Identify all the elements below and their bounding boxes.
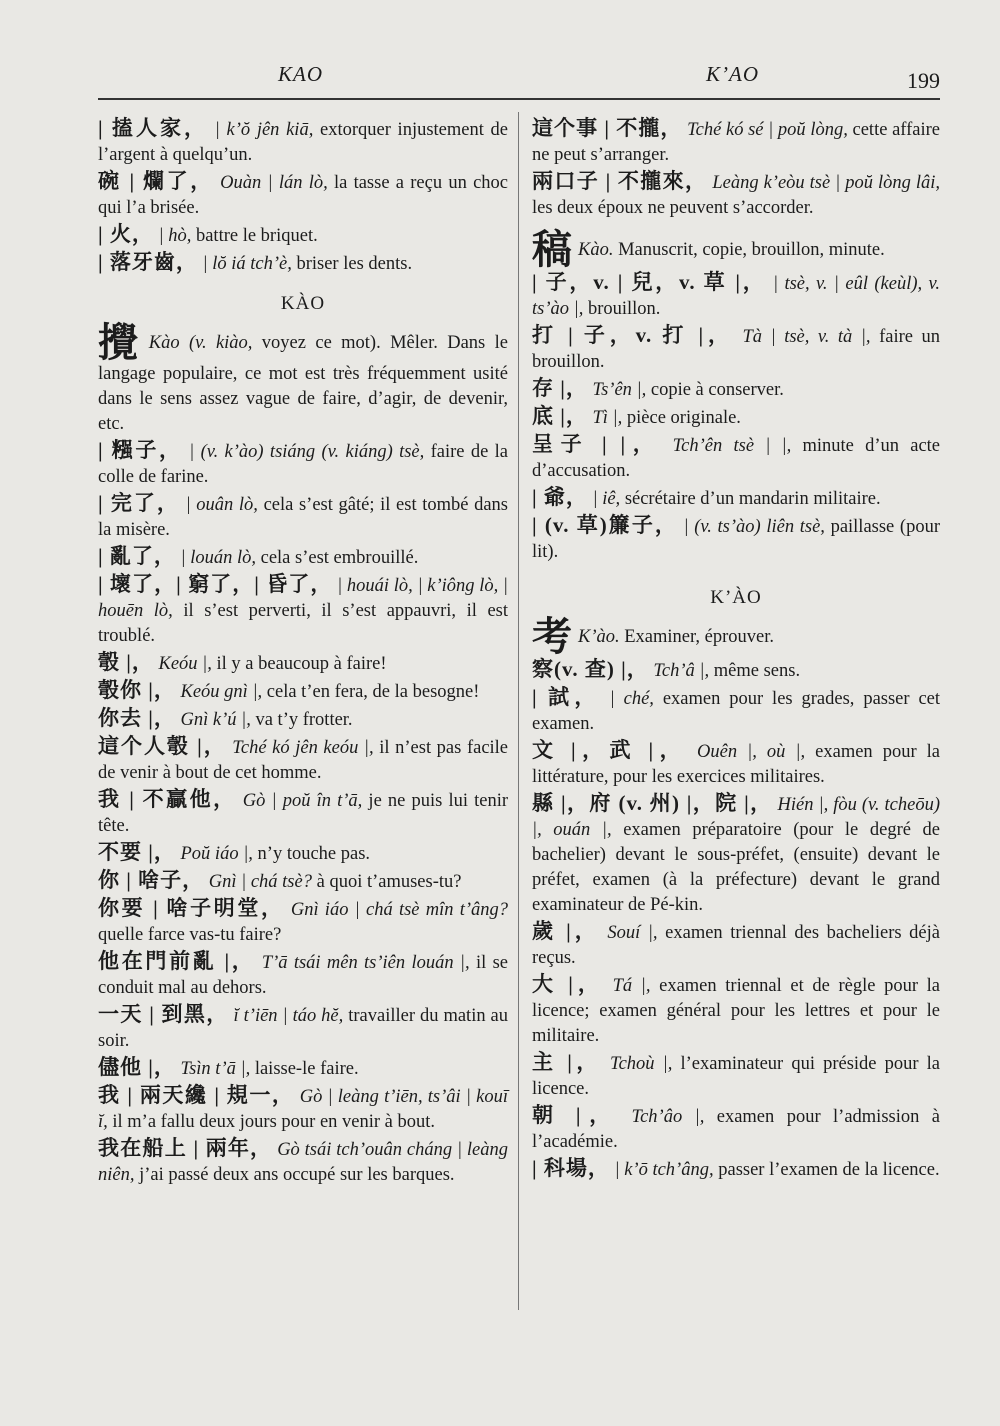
entry-definition: examen pour la littérature, pour les exercices militaires. [532,742,941,787]
entry-definition: la tasse a reçu un choc qui l’a brisée. [98,173,509,218]
dictionary-entry [98,706,508,733]
dictionary-entry [532,116,940,168]
entry-romanization: Poŭ iáo |, [180,844,253,864]
entry-chinese: 察(v. 查) |， [532,657,649,681]
entry-chinese: 彀你 |， [98,678,176,702]
entry-chinese: 朝 |， [532,1103,620,1127]
entry-definition: cela s’est gâté; il est tombé dans la misère. [98,495,509,540]
entry-definition: examen pour l’admission à l’académie. [532,1107,940,1152]
entry-romanization: Ts’ên |, [592,380,647,400]
entry-definition: examen triennal et de règle pour la licence; examen général pour les lettres et pour le militaire. [532,976,941,1046]
entry-chinese: 他在門前亂 |， [98,949,256,973]
entry-chinese: | (v. 草)簾子， [532,513,678,537]
entry-romanization: | houái lò, | k’iông lò, | houēn lò, [98,576,509,621]
left-running-title: KAO [278,62,323,86]
dictionary-entry [98,1136,508,1188]
dictionary-entry [532,738,940,790]
right-running-title: K’AO [706,62,759,86]
dictionary-entry [532,972,940,1049]
entry-romanization: Souí |, [607,923,658,943]
entry-chinese: 你要 | 啥子明堂， [98,896,285,920]
entry-romanization: | k’ŏ jên kiā, [214,120,314,140]
section-heading-kao: KÀO [280,293,326,314]
headword-definition: voyez ce mot). Mêler. Dans le langage populaire, ce mot est très fréquemment usité dans le sens assez vague de faire, d’agir, de devenir, etc. [98,333,508,434]
entry-definition: il se conduit mal au dehors. [98,953,508,998]
dictionary-entry [532,657,940,684]
entry-definition: à quoi t’amuses-tu? [311,872,462,892]
entry-chinese: 我 | 兩天纔 | 規一， [98,1083,295,1107]
entry-chinese: 你 | 啥子， [98,868,205,892]
entry-definition: cela s’est embrouillé. [256,548,419,568]
entry-definition: brouillon. [583,299,661,319]
entries-a [532,116,940,221]
entry-romanization: | lŏ iá tch’è, [202,254,292,274]
entry-romanization: T’ā tsái mên ts’iên louán |, [261,953,470,973]
dictionary-entry [98,949,508,1001]
left-column [98,116,508,1189]
entry-chinese: 縣 |，府 (v. 州) |，院 |， [532,791,773,815]
entry-chinese: 我在船上 | 兩年， [98,1136,273,1160]
dictionary-entry [532,169,940,221]
entry-chinese: 底 |， [532,404,588,428]
entry-romanization: | louán lò, [180,548,256,568]
entry-romanization: Gnì | chá tsè? [208,872,312,892]
headword-entry [98,320,508,437]
headword-entry [532,227,940,272]
entry-chinese: 儘他 |， [98,1055,176,1079]
dictionary-entry [98,868,508,895]
entry-romanization: Tché kó jên keóu |, [232,738,374,758]
entry-chinese: | 壞了，| 窮了，| 昏了， [98,572,333,596]
dictionary-entry [532,432,940,484]
entry-definition: il m’a fallu deux jours pour en venir à bout. [107,1112,436,1132]
entry-romanization: Tì |, [592,408,623,428]
entry-romanization: Tch’â |, [653,661,710,681]
entry-romanization: | hò, [158,226,192,246]
dictionary-entry [532,1103,940,1155]
entry-definition: je ne puis lui tenir tête. [98,791,509,836]
entry-romanization: | ouân lò, [185,495,258,515]
entry-definition: va t’y frotter. [250,710,353,730]
entry-chinese: | 爺， [532,485,588,509]
entry-chinese: 一天 | 到黑， [98,1002,229,1026]
dictionary-entry [98,896,508,948]
entry-romanization: | k’ō tch’âng, [614,1160,714,1180]
entry-romanization: Ouên |, où |, [697,742,806,762]
entry-romanization: ĭ t’iēn | táo hĕ, [233,1006,344,1026]
entry-chinese: 這个人彀 |， [98,734,227,758]
entry-chinese: 存 |， [532,376,588,400]
entry-chinese: | 亂了， [98,544,176,568]
entry-romanization: | ché, [609,689,654,709]
dictionary-entry [98,438,508,490]
running-header [98,62,940,100]
entry-romanization: Gò tsái tch’ouân cháng | leàng niên, [98,1140,509,1185]
entry-chinese: 彀 |， [98,650,154,674]
entry-definition: j’ai passé deux ans occupé sur les barques. [134,1165,455,1185]
entry-definition: cette affaire ne peut s’arranger. [532,120,940,165]
entry-definition: pièce originale. [622,408,741,428]
headword-romanization: Kào (v. kiào, [148,333,253,353]
entry-chinese: | 糨子， [98,438,183,462]
entry-definition: il n’est pas facile de venir à bout de cet homme. [98,738,509,783]
dictionary-entry [98,222,508,249]
entry-definition: travailler du matin au soir. [98,1006,509,1051]
entry-definition: examen pour les grades, passer cet examen. [532,689,941,734]
entry-romanization: Keóu |, [158,654,212,674]
entry-romanization: Tá |, [612,976,651,996]
entry-chinese: | 科場， [532,1156,610,1180]
entry-romanization: Keóu gnì |, [180,682,263,702]
entry-definition: quelle farce vas-tu faire? [98,925,282,945]
entry-chinese: 碗 | 爛了， [98,169,214,193]
headword-character: 攪 [98,320,143,365]
entry-definition: paillasse (pour lit). [532,517,940,562]
dictionary-entry [98,678,508,705]
dictionary-entry [98,491,508,543]
entry-romanization: Gò | poŭ în t’ā, [242,791,363,811]
dictionary-entry [98,169,508,221]
right-column [532,116,940,1184]
entry-definition: faire de la colle de farine. [98,442,509,487]
dictionary-entry [98,787,508,839]
entry-chinese: 我 | 不贏他， [98,787,237,811]
entry-definition: n’y touche pas. [252,844,371,864]
entry-romanization: | iê, [592,489,621,509]
entry-chinese: 文 |，武 |， [532,738,687,762]
dictionary-entry [98,1055,508,1082]
dictionary-entry [532,685,940,737]
entry-romanization: Gò | leàng t’iēn, ts’âi | kouī ĭ, [98,1087,509,1132]
entry-definition: sécrétaire d’un mandarin militaire. [620,489,881,509]
headword-definition: Manuscrit, copie, brouillon, minute. [613,240,885,260]
dictionary-entry [532,513,940,565]
entry-definition: minute d’un acte d’accusation. [532,436,941,481]
entry-romanization: Tà | tsè, v. tà |, [742,327,871,347]
entry-definition: briser les dents. [291,254,413,274]
dictionary-entry [98,1002,508,1054]
entry-chinese: | 火， [98,222,154,246]
entry-chinese: 主 |， [532,1050,602,1074]
dictionary-entry [532,485,940,512]
headword-romanization: K’ào. [578,627,620,647]
dictionary-entry [98,734,508,786]
headword-romanization: Kào. [578,240,614,260]
dictionary-entry [532,1050,940,1102]
headword-definition: Examiner, éprouver. [619,627,775,647]
entry-romanization: Gnì iáo | chá tsè mîn t’âng? [290,900,509,920]
entry-chinese: 打 | 子，v. 打 |， [532,323,734,347]
entry-definition: faire un brouillon. [532,327,941,372]
entry-definition: il y a beaucoup à faire! [211,654,387,674]
dictionary-entry [98,650,508,677]
dictionary-entry [532,1156,940,1183]
entry-chinese: 這个事 | 不攏， [532,116,683,140]
entry-romanization: | (v. ts’ào) liên tsè, [683,517,825,537]
entry-definition: passer l’examen de la licence. [713,1160,940,1180]
entry-chinese: | 子，v. | 兒，v. 草 |， [532,270,767,294]
entry-definition: les deux époux ne peuvent s’accorder. [532,198,814,218]
entry-chinese: | 完了， [98,491,180,515]
entry-definition: l’examinateur qui préside pour la licence. [532,1054,941,1099]
entry-chinese: 呈子 | |， [532,432,662,456]
dictionary-entry [98,572,508,649]
entry-romanization: Tsìn t’ā |, [180,1059,251,1079]
entry-definition: copie à conserver. [646,380,784,400]
entries-c [532,657,940,1183]
entry-definition: cela t’en fera, de la besogne! [262,682,480,702]
dictionary-entry [98,250,508,277]
dictionary-entry [532,791,940,918]
entry-chinese: 你去 |， [98,706,176,730]
page-number: 199 [907,68,940,93]
entry-definition: laisse-le faire. [250,1059,359,1079]
entry-definition: même sens. [709,661,801,681]
entry-definition: examen préparatoire (pour le degré de bachelier) devant le sous-préfet, (ensuite) devant le préfet, examen (à la préfecture) devant le grand examinateur de Pé-kin. [532,820,940,915]
entry-romanization: Gnì k’ú |, [180,710,251,730]
entry-romanization: Tch’ên tsè | |, [672,436,792,456]
dictionary-entry [532,323,940,375]
dictionary-entry [98,1083,508,1135]
entry-chinese: | 搕人家， [98,116,209,140]
dictionary-entry [532,919,940,971]
entry-chinese: | 試， [532,685,601,709]
section-heading-k-ao: K’ÀO [710,587,762,608]
entry-romanization: | (v. k’ào) tsiáng (v. kiáng) tsè, [189,442,425,462]
entry-romanization: Leàng k’eòu tsè | poŭ lòng lâi, [712,173,941,193]
dictionary-entry [98,840,508,867]
entry-definition: extorquer injustement de l’argent à quelqu’un. [98,120,509,165]
headword-character: 稿 [532,227,572,272]
entry-definition: battre le briquet. [191,226,318,246]
entries-b [98,438,508,1188]
entries-b [532,270,940,565]
dictionary-entry [532,404,940,431]
headword-entry [532,614,940,659]
entry-definition: il s’est perverti, il s’est appauvri, il est troublé. [98,601,508,646]
entry-chinese: 兩口子 | 不攏來， [532,169,708,193]
dictionary-entry [532,376,940,403]
entry-chinese: 不要 |， [98,840,176,864]
entry-chinese: 歲 |， [532,919,600,943]
entry-romanization: Tch’âo |, [631,1107,705,1127]
entries-a [98,116,508,277]
entry-chinese: 大 |， [532,972,604,996]
entry-romanization: Tché kó sé | poŭ lòng, [687,120,848,140]
entry-romanization: Ouàn | lán lò, [220,173,328,193]
entry-romanization: Hién |, fòu (v. tcheōu) |, ouán |, [532,795,940,840]
column-divider [518,112,519,1310]
entry-chinese: | 落牙齒， [98,250,198,274]
entry-definition: examen triennal des bacheliers déjà reçus. [532,923,940,968]
entry-romanization: | tsè, v. | eûl (keùl), v. ts’ào |, [532,274,941,319]
dictionary-entry [98,544,508,571]
entry-romanization: Tchoù |, [609,1054,673,1074]
headword-character: 考 [532,614,572,659]
dictionary-entry [98,116,508,168]
dictionary-entry [532,270,940,322]
